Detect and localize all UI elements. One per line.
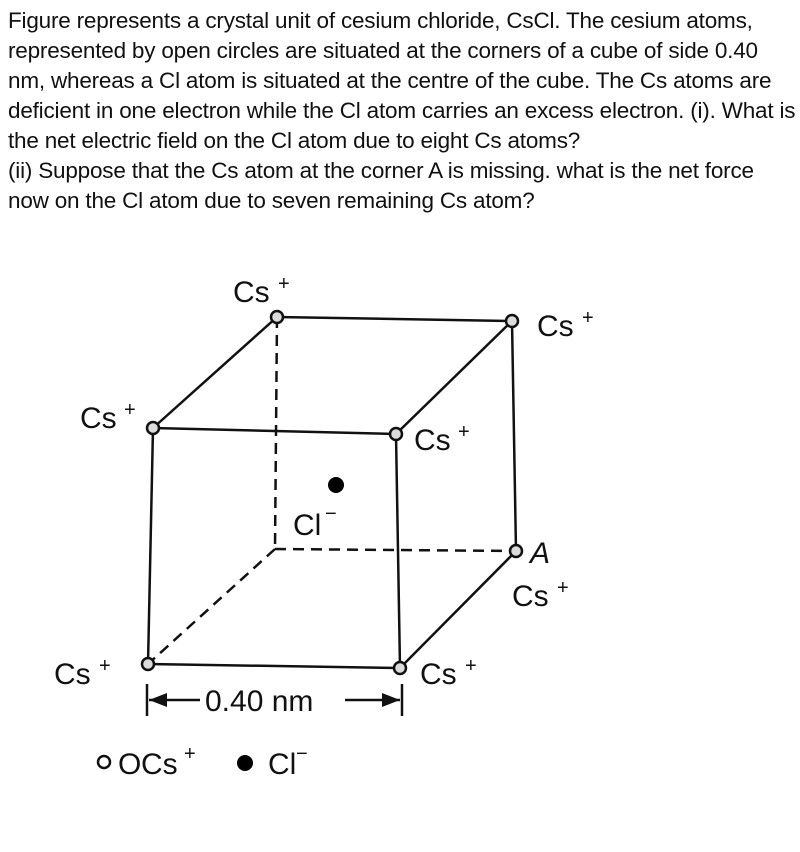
svg-text:Cs: Cs [537, 310, 574, 343]
cs-label-bottom-front-left [54, 655, 111, 691]
legend-filled-circle-icon [237, 755, 253, 771]
svg-text:Cl: Cl [268, 748, 297, 781]
cs-label-top-front-right [414, 421, 470, 457]
cs-label-corner-a [512, 577, 569, 613]
svg-text:+: + [465, 655, 477, 677]
svg-text:+: + [582, 307, 594, 329]
svg-text:O: O [118, 748, 142, 781]
cs-atom-top-front-right [390, 428, 402, 440]
cs-label-bottom-front-right [420, 655, 477, 691]
cs-atom-top-back-left [271, 311, 283, 323]
cs-atom-bottom-front-left [142, 658, 154, 670]
svg-text:Cs: Cs [80, 402, 117, 435]
corner-a-label: A [530, 537, 551, 570]
dimension-label: 0.40 nm [205, 685, 314, 718]
svg-text:+: + [184, 743, 196, 765]
arrow-right-icon [382, 693, 400, 707]
svg-text:+: + [278, 273, 290, 295]
svg-text:−: − [325, 503, 337, 525]
cs-label-top-back-right [537, 307, 594, 343]
cs-atom-top-back-right [506, 315, 518, 327]
svg-text:+: + [99, 655, 111, 677]
cs-atom-top-front-left [147, 422, 159, 434]
svg-text:Cl: Cl [293, 509, 322, 542]
question-paragraph-1: Figure represents a crystal unit of cesium chloride, CsCl. The cesium atoms, represented by open circles are situated at the corners of a cube of side 0.40 nm, whereas a Cl atom is situated at the centre of the cube. The Cs atoms are deficient in one electron while the Cl atom carries an excess electron. (i). What is the net electric field on the Cl atom due to eight Cs atoms? [8, 8, 796, 153]
svg-text:Cs: Cs [54, 658, 91, 691]
cs-atom-corner-a [510, 545, 522, 557]
svg-text:+: + [458, 421, 470, 443]
cl-label [293, 503, 337, 542]
cl-atom [328, 477, 344, 493]
question-paragraph-2: (ii) Suppose that the Cs atom at the corner A is missing. what is the net force now on the Cl atom due to seven remaining Cs atom? [8, 158, 754, 213]
svg-text:Cs: Cs [414, 424, 451, 457]
svg-text:Cs: Cs [233, 276, 270, 309]
svg-text:Cs: Cs [141, 748, 178, 781]
legend-open-circle-icon [98, 756, 110, 768]
svg-text:+: + [124, 399, 136, 421]
cs-atom-bottom-front-right [394, 662, 406, 674]
svg-text:−: − [296, 743, 308, 765]
cs-label-top-back-left [233, 273, 290, 309]
svg-text:Cs: Cs [512, 580, 549, 613]
svg-text:+: + [557, 577, 569, 599]
arrow-left-icon [149, 693, 167, 707]
cs-label-top-front-left [80, 399, 136, 435]
legend [98, 743, 308, 781]
svg-text:Cs: Cs [420, 658, 457, 691]
